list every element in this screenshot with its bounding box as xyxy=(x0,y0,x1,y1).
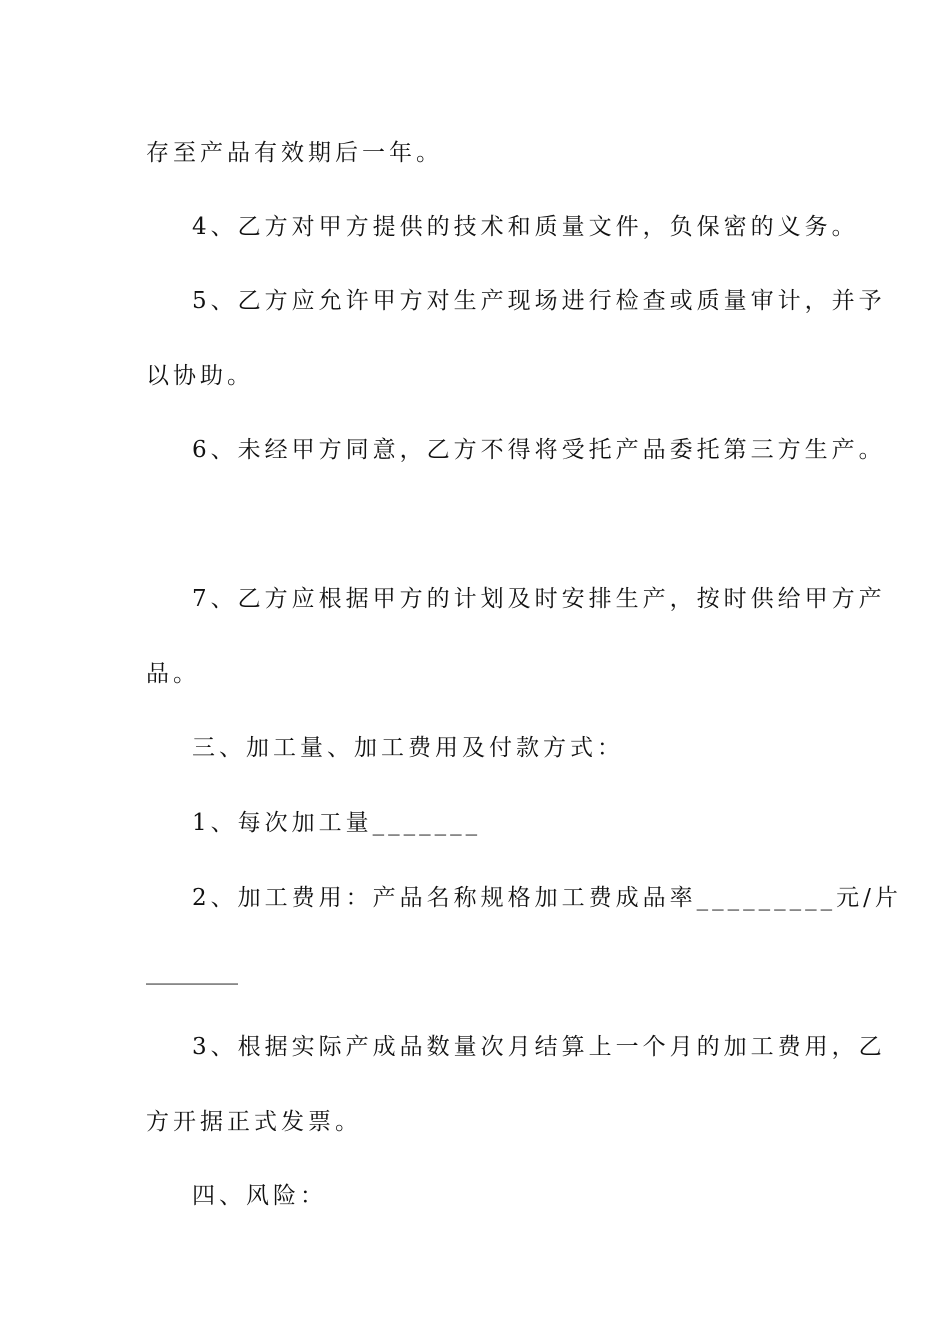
paragraph-line: 2、加工费用：产品名称规格加工费成品率_________元/片 xyxy=(192,885,902,911)
paragraph-line: 1、每次加工量_______ xyxy=(192,810,482,836)
paragraph-line: 7、乙方应根据甲方的计划及时安排生产，按时供给甲方产 xyxy=(192,586,886,612)
paragraph-line: 方开据正式发票。 xyxy=(146,1109,362,1135)
paragraph-line: 存至产品有效期后一年。 xyxy=(146,140,443,166)
paragraph-line: 5、乙方应允许甲方对生产现场进行检查或质量审计，并予 xyxy=(192,288,886,314)
section-heading: 三、加工量、加工费用及付款方式： xyxy=(192,735,624,761)
paragraph-line: 6、未经甲方同意，乙方不得将受托产品委托第三方生产。 xyxy=(192,437,886,463)
paragraph-line: 3、根据实际产成品数量次月结算上一个月的加工费用，乙 xyxy=(192,1034,886,1060)
paragraph-line: 以协助。 xyxy=(146,363,254,389)
paragraph-line: 品。 xyxy=(146,661,200,687)
section-heading: 四、风险： xyxy=(192,1183,327,1209)
blank-line: ________ xyxy=(146,959,238,985)
paragraph-line: 4、乙方对甲方提供的技术和质量文件，负保密的义务。 xyxy=(192,214,859,240)
